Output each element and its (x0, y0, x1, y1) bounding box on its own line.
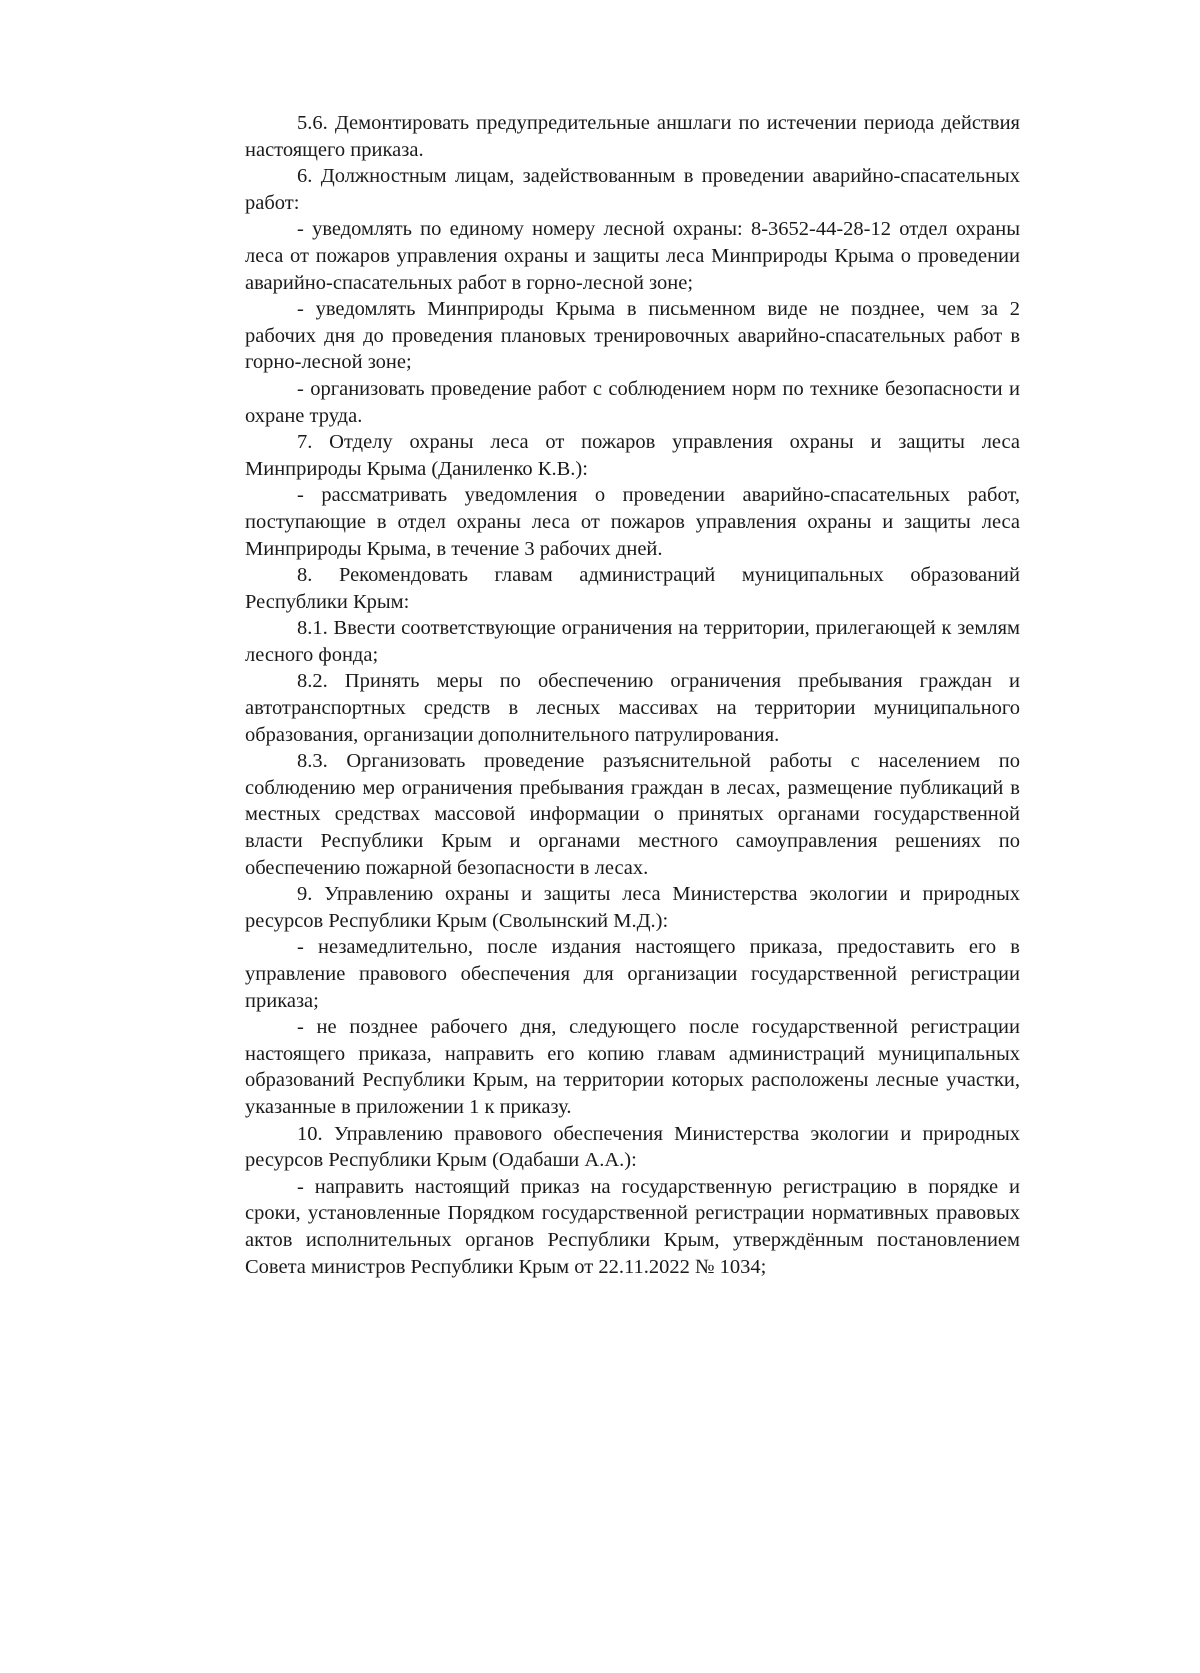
paragraph-10: 10. Управлению правового обеспечения Министерства экологии и природных ресурсов Республики Крым (Одабаши А.А.): (245, 1122, 1020, 1172)
paragraph-6-notify-hotline: - уведомлять по единому номеру лесной охраны: 8-3652-44-28-12 отдел охраны леса от пожаров управления охраны и защиты леса Минприроды Крыма о проведении аварийно-спасательных работ в горно-лесной зоне; (245, 218, 1020, 294)
paragraph-8-3: 8.3. Организовать проведение разъяснительной работы с населением по соблюдению мер ограничения пребывания граждан в лесах, размещение публикаций в местных средствах массовой информации о принятых органами государственной власти Республики Крым и органами местного самоуправления решениях по обеспечению пожарной безопасности в лесах. (245, 750, 1020, 879)
paragraph-9-send-copy: - не позднее рабочего дня, следующего после государственной регистрации настоящего приказа, направить его копию главам администраций муниципальных образований Республики Крым, на территории которых расположены лесные участки, указанные в приложении 1 к приказу. (245, 1016, 1020, 1118)
paragraph-6: 6. Должностным лицам, задействованным в проведении аварийно-спасательных работ: (245, 165, 1020, 214)
paragraph-7: 7. Отделу охраны леса от пожаров управления охраны и защиты леса Минприроды Крыма (Даниленко К.В.): (245, 431, 1020, 480)
paragraph-8-2: 8.2. Принять меры по обеспечению ограничения пребывания граждан и автотранспортных средств в лесных массивах на территории муниципального образования, организации дополнительного патрулирования. (245, 670, 1020, 746)
paragraph-9-submit: - незамедлительно, после издания настоящего приказа, предоставить его в управление правового обеспечения для организации государственной регистрации приказа; (245, 936, 1020, 1012)
paragraph-9: 9. Управлению охраны и защиты леса Министерства экологии и природных ресурсов Республики Крым (Сволынский М.Д.): (245, 883, 1020, 932)
paragraph-6-notify-ministry: - уведомлять Минприроды Крыма в письменном виде не позднее, чем за 2 рабочих дня до проведения плановых тренировочных аварийно-спасательных работ в горно-лесной зоне; (245, 298, 1020, 374)
paragraph-7-review: - рассматривать уведомления о проведении аварийно-спасательных работ, поступающие в отдел охраны леса от пожаров управления охраны и защиты леса Минприроды Крыма, в течение 3 рабочих дней. (245, 484, 1020, 560)
paragraph-8-1: 8.1. Ввести соответствующие ограничения на территории, прилегающей к землям лесного фонда; (245, 617, 1020, 666)
paragraph-5-6: 5.6. Демонтировать предупредительные аншлаги по истечении периода действия настоящего приказа. (245, 112, 1020, 161)
document-body (245, 110, 1020, 1280)
paragraph-10-register: - направить настоящий приказ на государственную регистрацию в порядке и сроки, установленные Порядком государственной регистрации нормативных правовых актов исполнительных органов Республики Крым, утверждённым постановлением Совета министров Республики Крым от 22.11.2022 № 1034; (245, 1175, 1020, 1278)
paragraph-8: 8. Рекомендовать главам администраций муниципальных образований Республики Крым: (245, 564, 1020, 613)
paragraph-6-safety: - организовать проведение работ с соблюдением норм по технике безопасности и охране труда. (245, 377, 1020, 427)
